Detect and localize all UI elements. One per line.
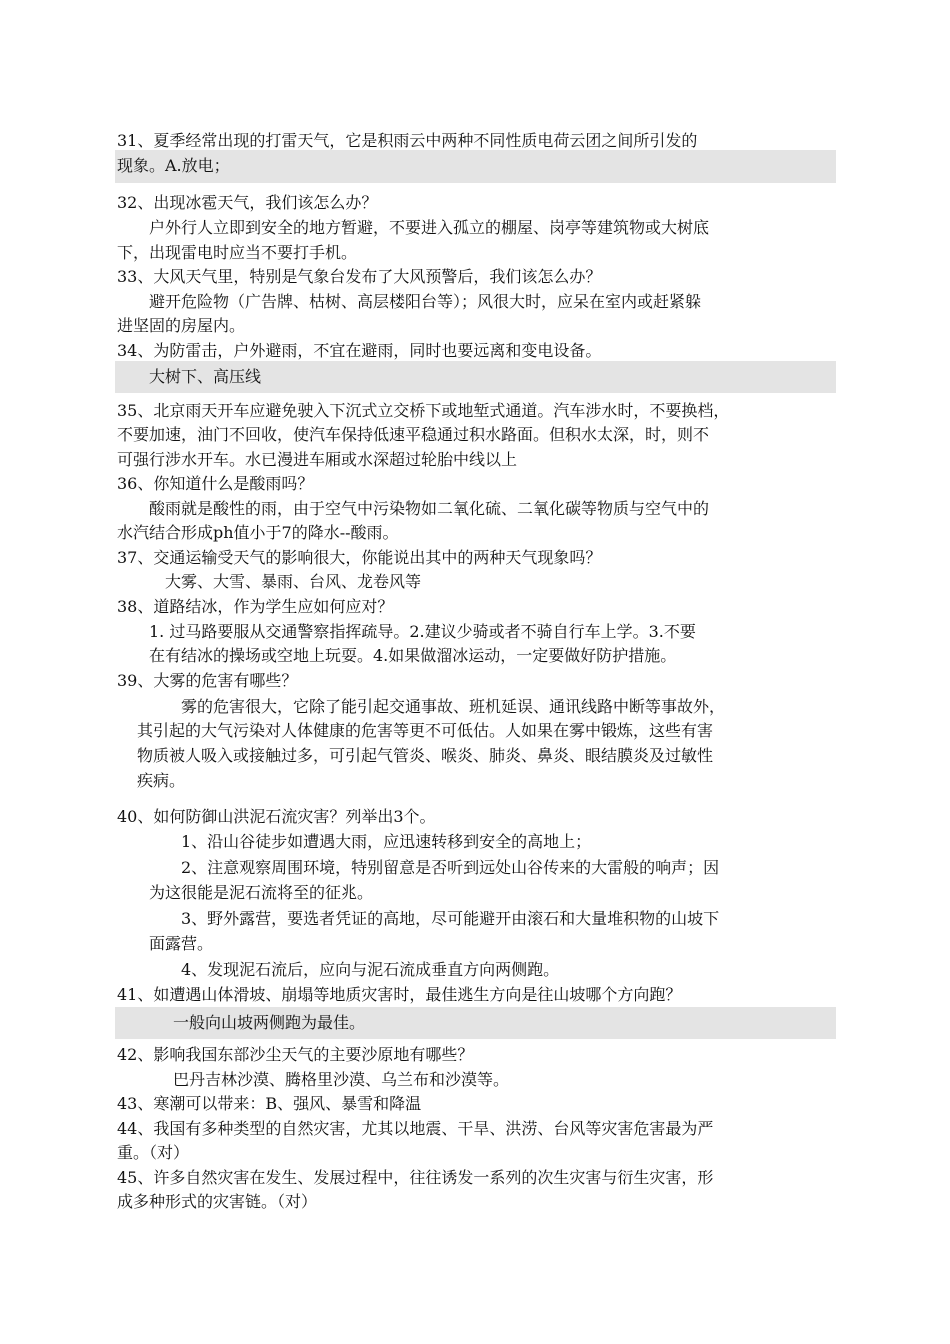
question-44-line-1: 44、我国有多种类型的自然灾害，尤其以地震、干旱、洪涝、台风等灾害危害最为严 xyxy=(117,1119,714,1138)
question-39: 39、大雾的危害有哪些？ xyxy=(117,671,298,690)
answer-36-line-2: 水汽结合形成ph值小于7的降水--酸雨。 xyxy=(117,523,399,542)
question-40: 40、如何防御山洪泥石流灾害？列举出3个。 xyxy=(117,807,436,826)
question-35-line-3: 可强行涉水开车。水已漫进车厢或水深超过轮胎中线以上 xyxy=(117,450,518,469)
answer-40-item-4: 4、发现泥石流后，应向与泥石流成垂直方向两侧跑。 xyxy=(181,960,560,979)
answer-34: 大树下、高压线 xyxy=(149,367,262,386)
question-45-line-2: 成多种形式的灾害链。（对） xyxy=(117,1192,318,1211)
question-35-line-1: 35、北京雨天开车应避免驶入下沉式立交桥下或地堑式通道。汽车涉水时，不要换档， xyxy=(117,401,730,420)
answer-40-item-2-line-2: 为这很能是泥石流将至的征兆。 xyxy=(149,883,374,902)
answer-32-line-1: 户外行人立即到安全的地方暂避，不要进入孤立的棚屋、岗亭等建筑物或大树底 xyxy=(149,218,710,237)
answer-37: 大雾、大雪、暴雨、台风、龙卷风等 xyxy=(165,572,422,591)
answer-38-line-2: 在有结冰的操场或空地上玩耍。4.如果做溜冰运动，一定要做好防护措施。 xyxy=(149,646,677,665)
answer-39-line-3: 物质被人吸入或接触过多，可引起气管炎、喉炎、肺炎、鼻炎、眼结膜炎及过敏性 xyxy=(137,746,714,765)
answer-40-item-3-line-2: 面露营。 xyxy=(149,934,214,953)
answer-39-line-4: 疾病。 xyxy=(137,771,186,790)
answer-42: 巴丹吉林沙漠、腾格里沙漠、乌兰布和沙漠等。 xyxy=(173,1070,510,1089)
question-41: 41、如遭遇山体滑坡、崩塌等地质灾害时，最佳逃生方向是往山坡哪个方向跑？ xyxy=(117,985,682,1004)
answer-33-line-2: 进坚固的房屋内。 xyxy=(117,316,246,335)
answer-36-line-1: 酸雨就是酸性的雨，由于空气中污染物如二氧化硫、二氧化碳等物质与空气中的 xyxy=(149,499,710,518)
question-37: 37、交通运输受天气的影响很大，你能说出其中的两种天气现象吗？ xyxy=(117,548,602,567)
question-42: 42、影响我国东部沙尘天气的主要沙原地有哪些？ xyxy=(117,1045,474,1064)
answer-39-line-2: 其引起的大气污染对人体健康的危害等更不可低估。人如果在雾中锻炼，这些有害 xyxy=(137,721,714,740)
question-45-line-1: 45、许多自然灾害在发生、发展过程中，往往诱发一系列的次生灾害与衍生灾害，形 xyxy=(117,1168,714,1187)
question-31-line-2: 现象。A.放电； xyxy=(117,156,230,175)
question-35-line-2: 不要加速，油门不回收，使汽车保持低速平稳通过积水路面。但积水太深，时，则不 xyxy=(117,425,710,444)
question-44-line-2: 重。（对） xyxy=(117,1143,190,1162)
question-33: 33、大风天气里，特别是气象台发布了大风预警后，我们该怎么办？ xyxy=(117,267,602,286)
answer-40-item-3-line-1: 3、野外露营，要选者凭证的高地，尽可能避开由滚石和大量堆积物的山坡下 xyxy=(181,909,720,928)
question-31-line-1: 31、夏季经常出现的打雷天气，它是积雨云中两种不同性质电荷云团之间所引发的 xyxy=(117,131,698,150)
answer-40-item-2-line-1: 2、注意观察周围环境，特别留意是否听到远处山谷传来的大雷般的响声；因 xyxy=(181,858,720,877)
answer-39-line-1: 雾的危害很大，它除了能引起交通事故、班机延误、通讯线路中断等事故外， xyxy=(181,697,726,716)
question-36: 36、你知道什么是酸雨吗？ xyxy=(117,474,314,493)
answer-40-item-1: 1、沿山谷徒步如遭遇大雨，应迅速转移到安全的高地上； xyxy=(181,832,592,851)
answer-33-line-1: 避开危险物（广告牌、枯树、高层楼阳台等）；风很大时，应呆在室内或赶紧躲 xyxy=(149,292,702,311)
question-32: 32、出现冰雹天气，我们该怎么办？ xyxy=(117,193,378,212)
answer-41: 一般向山坡两侧跑为最佳。 xyxy=(173,1013,366,1032)
answer-38-line-1: 1. 过马路要服从交通警察指挥疏导。2.建议少骑或者不骑自行车上学。3.不要 xyxy=(149,622,696,641)
answer-32-line-2: 下，出现雷电时应当不要打手机。 xyxy=(117,243,358,262)
question-38: 38、道路结冰，作为学生应如何应对？ xyxy=(117,597,394,616)
question-43: 43、寒潮可以带来：B、强风、暴雪和降温 xyxy=(117,1094,422,1113)
question-34: 34、为防雷击，户外避雨，不宜在避雨，同时也要远离和变电设备。 xyxy=(117,341,602,360)
